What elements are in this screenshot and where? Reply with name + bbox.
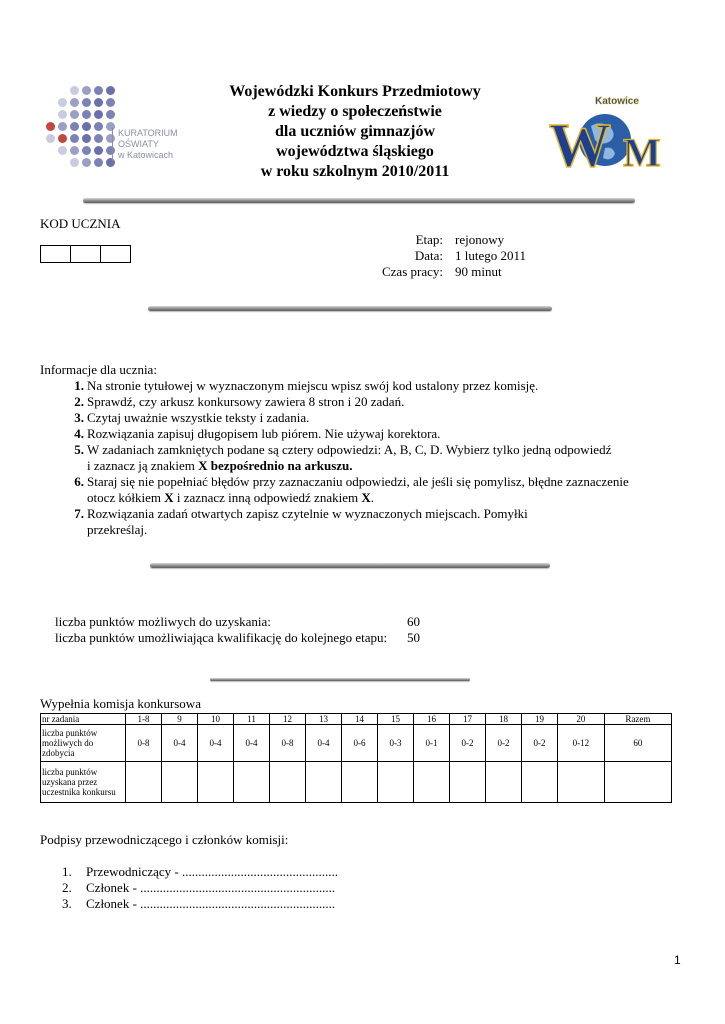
logo-dot — [70, 122, 79, 131]
info-item-number: 1. — [74, 378, 84, 393]
max-points-cell: 0-1 — [414, 725, 450, 762]
info-item — [40, 442, 660, 474]
task-number-cell: 14 — [342, 714, 378, 725]
logo-dot — [58, 98, 67, 107]
task-number-cell: 16 — [414, 714, 450, 725]
kuratorium-logo-text — [112, 128, 178, 161]
wom-w-letter: W — [549, 112, 611, 180]
info-item-text: Na stronie tytułowej w wyznaczonym miejscu wpisz swój kod ustalony przez komisję. — [87, 378, 539, 393]
signatures-heading: Podpisy przewodniczącego i członków komisji: — [40, 832, 289, 847]
task-number-cell: 13 — [306, 714, 342, 725]
logo-dot — [82, 110, 91, 119]
logo-dot — [58, 122, 67, 131]
signature-text: Członek - ............................................................ — [86, 896, 336, 911]
max-points-cell: 0-12 — [558, 725, 605, 762]
table-row-max-points — [41, 725, 672, 762]
points-row-max — [55, 614, 420, 630]
logo-dot — [94, 146, 103, 155]
task-number-cell: 18 — [486, 714, 522, 725]
signature-line[interactable] — [62, 880, 338, 896]
logo-dot — [70, 110, 79, 119]
student-code-box[interactable] — [40, 245, 71, 263]
max-points-cell: 0-4 — [306, 725, 342, 762]
max-points-cell: 0-4 — [198, 725, 234, 762]
info-item-text: Rozwiązania zapisuj długopisem lub piórem. Nie używaj korektora. — [87, 426, 441, 441]
title-line: w roku szkolnym 2010/2011 — [260, 163, 450, 180]
exam-meta — [350, 232, 526, 280]
earned-points-cell[interactable] — [522, 762, 558, 803]
meta-key: Data: — [414, 248, 443, 263]
info-heading: Informacje dla ucznia: — [40, 362, 157, 377]
earned-points-cell[interactable] — [486, 762, 522, 803]
commission-label: Wypełnia komisja konkursowa — [40, 696, 201, 711]
earned-points-cell[interactable] — [378, 762, 414, 803]
earned-points-cell[interactable] — [198, 762, 234, 803]
max-points-cell: 0-4 — [234, 725, 270, 762]
logo-dot — [70, 86, 79, 95]
page-number: 1 — [674, 953, 681, 967]
logo-dot — [82, 158, 91, 167]
max-points-cell: 0-6 — [342, 725, 378, 762]
earned-points-cell[interactable] — [234, 762, 270, 803]
student-code-label: KOD UCZNIA — [40, 216, 121, 231]
info-item-text: Czytaj uważnie wszystkie teksty i zadania. — [87, 410, 310, 425]
signature-text: Przewodniczący - ................................................ — [86, 864, 339, 879]
logo-dot — [82, 98, 91, 107]
logo-dot — [94, 86, 103, 95]
logo-dot — [70, 158, 79, 167]
logo-dot — [70, 146, 79, 155]
earned-points-cell[interactable] — [306, 762, 342, 803]
info-item-text: Staraj się nie popełniać błędów przy zaznaczaniu odpowiedzi, ale jeśli się pomylisz, błędne zaznaczenie otocz kółkiem X i zaznacz inną odpowiedź znakiem X. — [87, 474, 629, 505]
student-code-boxes[interactable] — [40, 245, 131, 263]
logo-dot — [70, 134, 79, 143]
title-line: województwa śląskiego — [276, 143, 434, 160]
points-summary — [55, 614, 420, 646]
logo-dot — [82, 146, 91, 155]
max-points-cell: 0-2 — [522, 725, 558, 762]
info-item-number: 6. — [74, 474, 84, 489]
signature-num: 1. — [62, 864, 72, 879]
row-label: nr zadania — [41, 714, 126, 725]
logo-dot — [106, 98, 115, 107]
info-item — [40, 394, 660, 410]
logo-dot — [58, 110, 67, 119]
info-item-text: Rozwiązania zadań otwartych zapisz czytelnie w wyznaczonych miejscach. Pomyłki przekreślaj. — [87, 506, 528, 537]
meta-value: 1 lutego 2011 — [455, 248, 527, 263]
logo-dot — [94, 110, 103, 119]
info-item-text: Sprawdź, czy arkusz konkursowy zawiera 8 stron i 20 zadań. — [87, 394, 405, 409]
student-code-box[interactable] — [101, 245, 131, 263]
title-line: dla uczniów gimnazjów — [275, 123, 435, 140]
row-label: liczba punktów możliwych do zdobycia — [41, 725, 126, 762]
table-row-earned-points — [41, 762, 672, 803]
meta-row-date — [350, 248, 526, 264]
earned-points-cell[interactable] — [270, 762, 306, 803]
wom-m-letter: M — [623, 130, 661, 175]
points-value: 50 — [407, 630, 420, 645]
signature-line[interactable] — [62, 896, 338, 912]
meta-row-time — [350, 264, 526, 280]
score-table — [40, 713, 672, 803]
earned-points-cell[interactable] — [604, 762, 671, 803]
max-points-cell: 0-8 — [270, 725, 306, 762]
task-number-cell: 19 — [522, 714, 558, 725]
wom-logo-graphic — [543, 86, 661, 180]
info-item — [40, 378, 660, 394]
signature-text: Członek - ............................................................ — [86, 880, 336, 895]
task-number-cell: 12 — [270, 714, 306, 725]
divider-bar — [150, 563, 550, 568]
task-number-cell: 15 — [378, 714, 414, 725]
student-code-box[interactable] — [71, 245, 101, 263]
logo-dot — [82, 86, 91, 95]
divider-bar — [148, 306, 552, 311]
logo-dot — [94, 158, 103, 167]
earned-points-cell[interactable] — [162, 762, 198, 803]
logo-dot — [82, 122, 91, 131]
info-item-number: 3. — [74, 410, 84, 425]
logo-dot — [106, 86, 115, 95]
logo-dot — [46, 122, 55, 131]
meta-row-stage — [350, 232, 526, 248]
task-number-cell: 1-8 — [126, 714, 162, 725]
signature-num: 2. — [62, 880, 72, 895]
row-label: liczba punktów uzyskana przez uczestnika konkursu — [41, 762, 126, 803]
earned-points-cell[interactable] — [450, 762, 486, 803]
title-line: Wojewódzki Konkurs Przedmiotowy — [229, 83, 481, 100]
info-item-number: 5. — [74, 442, 84, 457]
contest-title — [190, 82, 520, 182]
kuratorium-line-2: OŚWIATY — [118, 139, 159, 149]
signature-line[interactable] — [62, 864, 338, 880]
max-points-cell: 0-3 — [378, 725, 414, 762]
info-item-number: 2. — [74, 394, 84, 409]
max-points-cell: 0-2 — [486, 725, 522, 762]
kuratorium-line-3: w Katowicach — [118, 150, 174, 160]
info-item-number: 4. — [74, 426, 84, 441]
kuratorium-logo — [40, 82, 190, 178]
meta-value: rejonowy — [455, 232, 505, 247]
points-row-qualify — [55, 630, 420, 646]
task-number-cell: 9 — [162, 714, 198, 725]
info-item — [40, 426, 660, 442]
info-list — [40, 378, 660, 538]
info-item-text: W zadaniach zamkniętych podane są cztery odpowiedzi: A, B, C, D. Wybierz tylko jedną odpowiedź i zaznacz ją znakiem X bezpośrednio na arkuszu. — [87, 442, 612, 473]
info-item — [40, 506, 660, 538]
wom-logo — [543, 86, 661, 180]
task-number-cell: 17 — [450, 714, 486, 725]
info-item — [40, 410, 660, 426]
meta-value: 90 minut — [455, 264, 502, 279]
max-points-cell: 60 — [604, 725, 671, 762]
points-label: liczba punktów możliwych do uzyskania: — [55, 614, 271, 629]
logo-dot — [58, 134, 67, 143]
logo-dot — [106, 110, 115, 119]
logo-dot — [94, 98, 103, 107]
logo-dot — [58, 146, 67, 155]
max-points-cell: 0-8 — [126, 725, 162, 762]
earned-points-cell[interactable] — [342, 762, 378, 803]
kuratorium-line-1: KURATORIUM — [118, 128, 178, 138]
logo-dot — [46, 134, 55, 143]
logo-dot — [70, 98, 79, 107]
max-points-cell: 0-2 — [450, 725, 486, 762]
task-number-cell: 11 — [234, 714, 270, 725]
meta-key: Czas pracy: — [381, 264, 443, 279]
divider-bar — [83, 198, 635, 203]
info-item-number: 7. — [74, 506, 84, 521]
points-value: 60 — [407, 614, 420, 629]
earned-points-cell[interactable] — [414, 762, 450, 803]
task-number-cell: Razem — [604, 714, 671, 725]
logo-dot — [94, 122, 103, 131]
earned-points-cell[interactable] — [126, 762, 162, 803]
points-label: liczba punktów umożliwiająca kwalifikację do kolejnego etapu: — [55, 630, 388, 645]
signatures-list — [62, 864, 338, 912]
info-item — [40, 474, 660, 506]
logo-dot — [94, 134, 103, 143]
title-line: z wiedzy o społeczeństwie — [268, 103, 442, 120]
task-number-cell: 10 — [198, 714, 234, 725]
logo-dot — [82, 134, 91, 143]
signature-num: 3. — [62, 896, 72, 911]
max-points-cell: 0-4 — [162, 725, 198, 762]
divider-bar — [210, 678, 470, 681]
table-row-task-numbers — [41, 714, 672, 725]
earned-points-cell[interactable] — [558, 762, 605, 803]
task-number-cell: 20 — [558, 714, 605, 725]
meta-key: Etap: — [415, 232, 443, 247]
wom-city-text: Katowice — [595, 96, 639, 107]
